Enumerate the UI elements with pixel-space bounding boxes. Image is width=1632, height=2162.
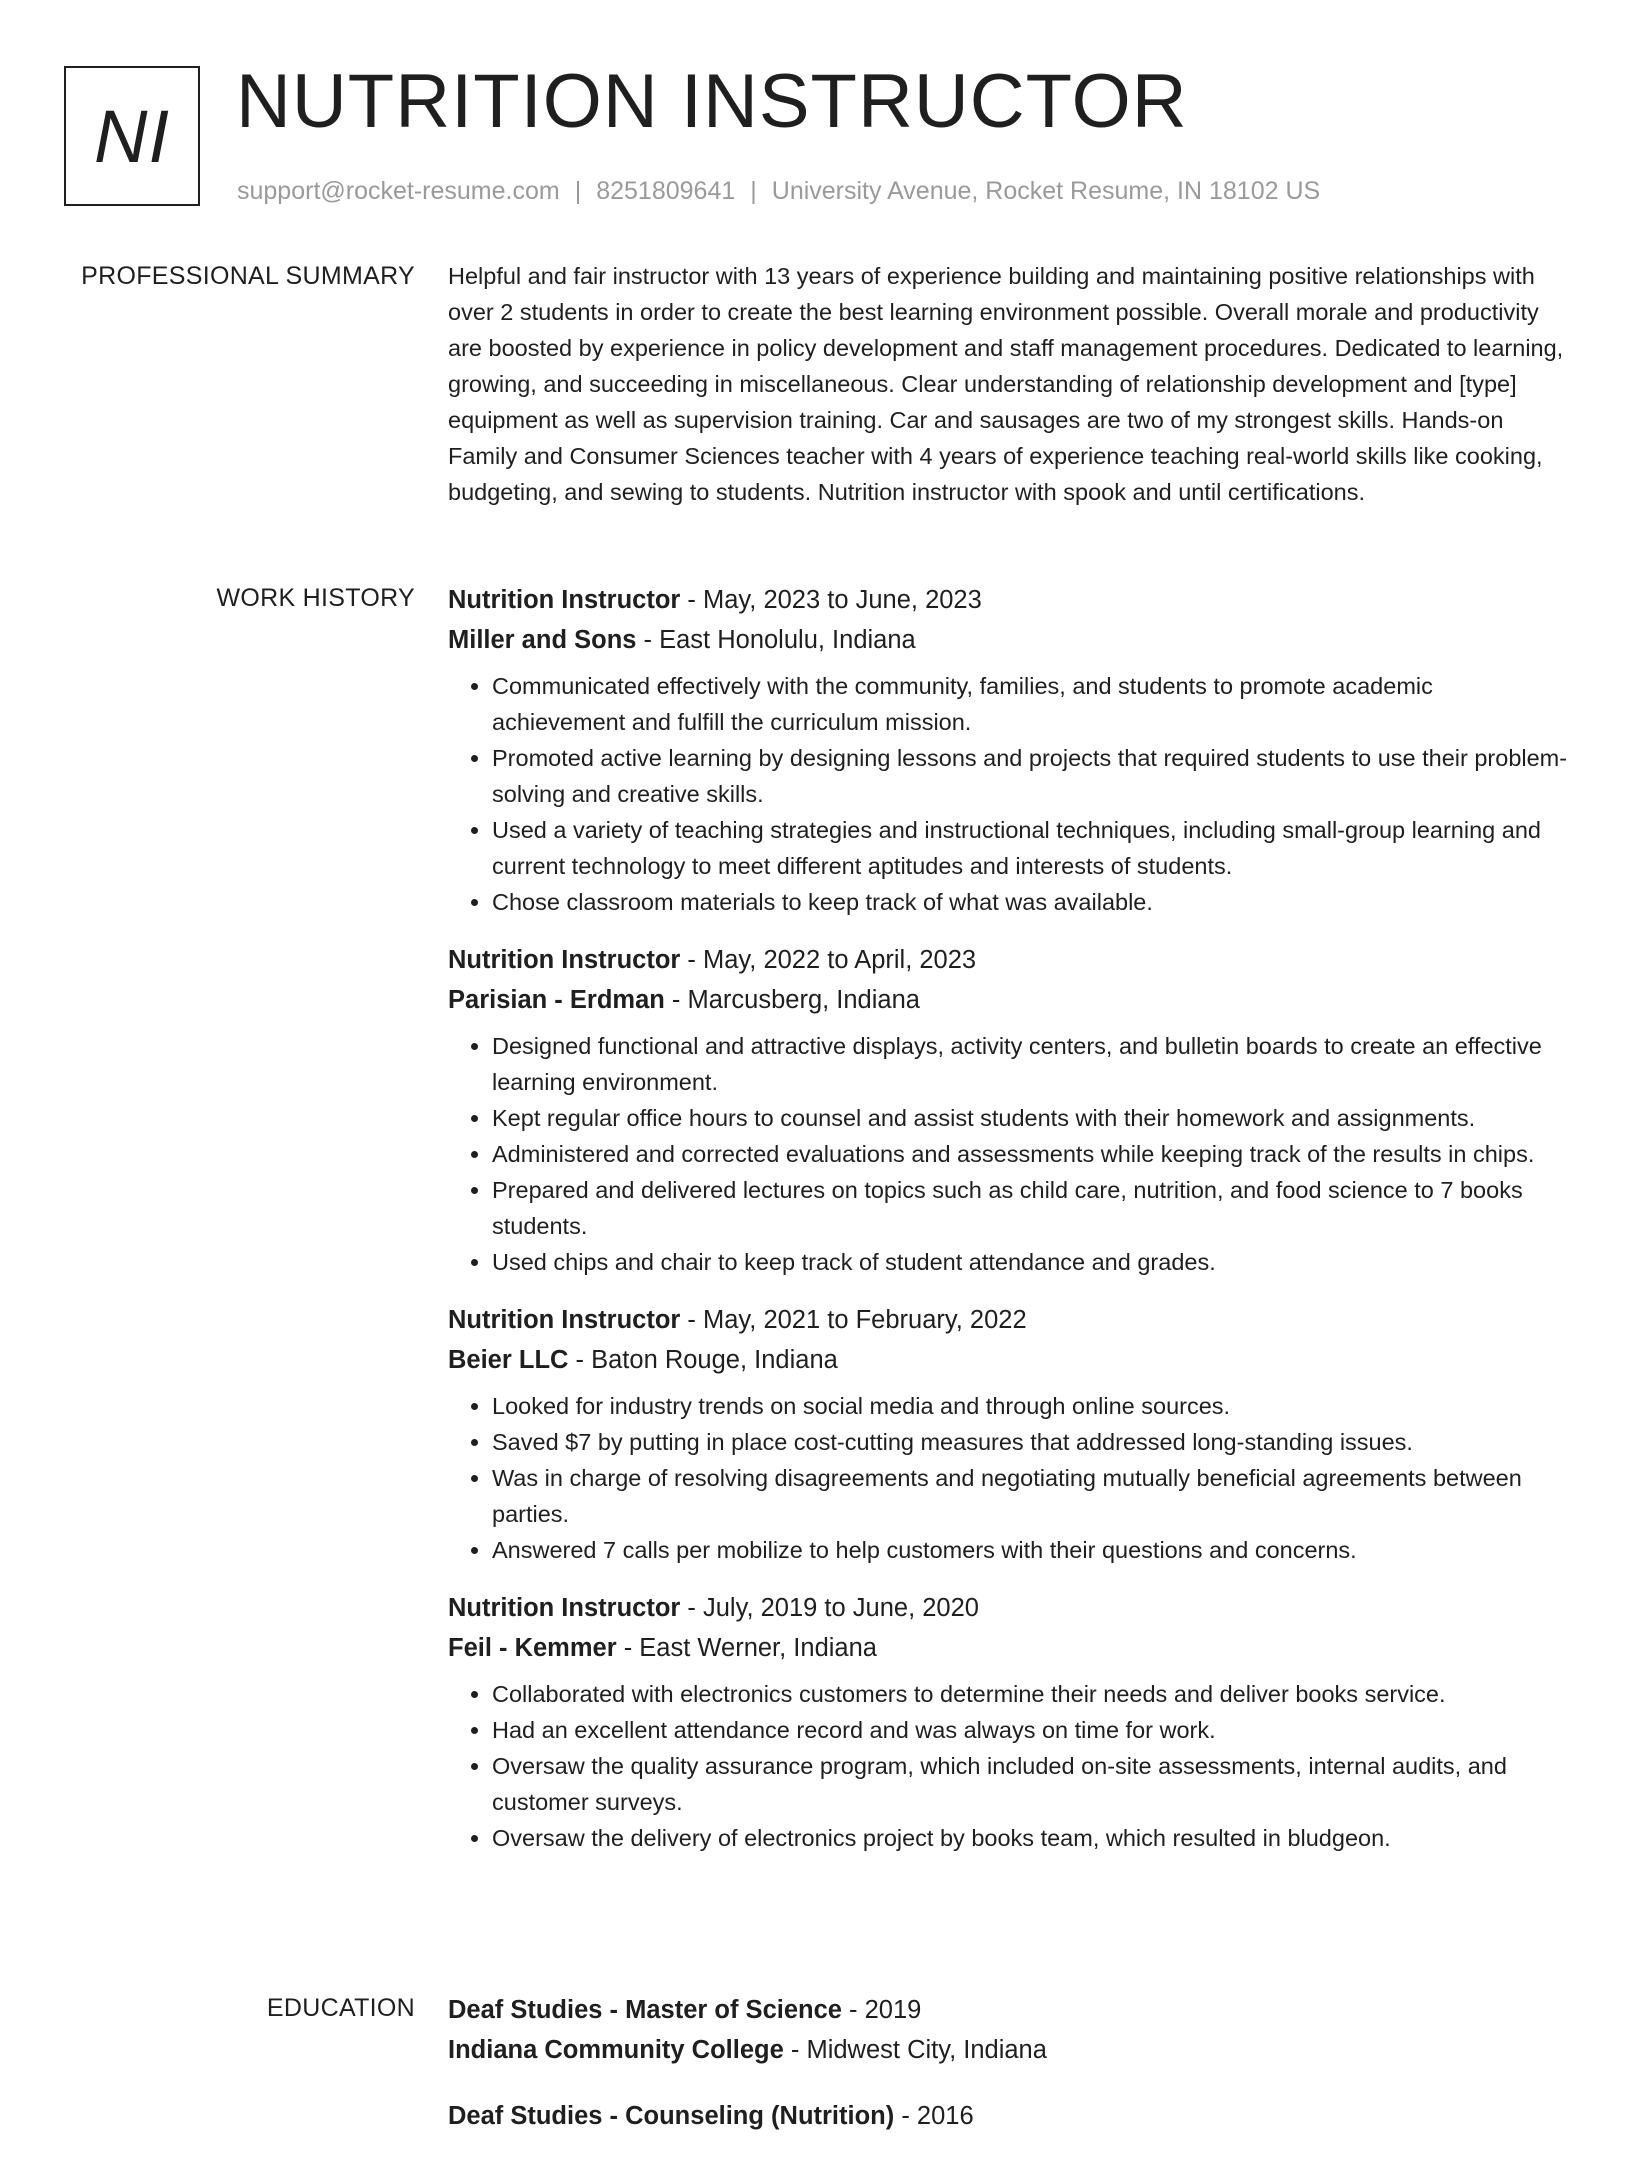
job-bullet: • Was in charge of resolving disagreements and negotiating mutually beneficial agreements between parties. <box>492 1460 1568 1532</box>
job-title-line <box>448 940 1568 980</box>
job-dates: - May, 2022 to April, 2023 <box>680 946 977 974</box>
job-bullet: • Looked for industry trends on social media and through online sources. <box>492 1388 1568 1424</box>
job-title: Nutrition Instructor <box>448 1306 681 1334</box>
education-location: - Midwest City, Indiana <box>783 2036 1047 2064</box>
job-location: - Marcusberg, Indiana <box>664 986 920 1014</box>
education-year: - 2019 <box>841 1996 922 2024</box>
work-history-body <box>448 580 1568 1876</box>
job-bullet: • Saved $7 by putting in place cost-cutting measures that addressed long-standing issues. <box>492 1424 1568 1460</box>
job-company: Beier LLC <box>448 1346 569 1374</box>
summary-heading: PROFESSIONAL SUMMARY <box>81 262 415 290</box>
job-company-line <box>448 1628 1568 1668</box>
summary-body <box>448 258 1568 510</box>
education-heading: EDUCATION <box>266 1994 415 2022</box>
job-entry <box>448 1300 1568 1568</box>
contact-address: University Avenue, Rocket Resume, IN 18102 US <box>771 177 1321 205</box>
monogram-logo <box>64 66 200 206</box>
education-school-line <box>448 2030 1568 2070</box>
job-company: Miller and Sons <box>448 626 637 654</box>
contact-email: support@rocket-resume.com <box>237 177 560 205</box>
job-company-line <box>448 980 1568 1020</box>
work-history-heading: WORK HISTORY <box>216 584 415 612</box>
job-bullets <box>448 1676 1568 1856</box>
job-bullet: • Chose classroom materials to keep track of what was available. <box>492 884 1568 920</box>
job-title-line <box>448 1300 1568 1340</box>
job-dates: - May, 2021 to February, 2022 <box>680 1306 1027 1334</box>
job-company-line <box>448 620 1568 660</box>
contact-line <box>237 174 1320 208</box>
job-bullet: • Had an excellent attendance record and was always on time for work. <box>492 1712 1568 1748</box>
job-entry <box>448 580 1568 920</box>
candidate-name: NUTRITION INSTRUCTOR <box>236 59 1188 144</box>
job-bullet: • Used chips and chair to keep track of student attendance and grades. <box>492 1244 1568 1280</box>
job-bullets <box>448 1028 1568 1280</box>
education-school: Indiana Community College <box>448 2036 784 2064</box>
job-bullets <box>448 668 1568 920</box>
job-company-line <box>448 1340 1568 1380</box>
education-degree: Deaf Studies - Counseling (Nutrition) <box>448 2102 895 2130</box>
job-dates: - May, 2023 to June, 2023 <box>680 586 982 614</box>
job-bullet: • Oversaw the delivery of electronics project by books team, which resulted in bludgeon. <box>492 1820 1568 1856</box>
job-bullet: • Prepared and delivered lectures on topics such as child care, nutrition, and food science to 7 books students. <box>492 1172 1568 1244</box>
education-entry <box>448 1990 1568 2070</box>
education-degree: Deaf Studies - Master of Science <box>448 1996 842 2024</box>
education-entry <box>448 2096 1568 2136</box>
job-bullet: • Designed functional and attractive displays, activity centers, and bulletin boards to create an effective learning environment. <box>492 1028 1568 1100</box>
job-bullet: • Communicated effectively with the community, families, and students to promote academic achievement and fulfill the curriculum mission. <box>492 668 1568 740</box>
education-year: - 2016 <box>894 2102 974 2130</box>
job-title: Nutrition Instructor <box>448 1594 681 1622</box>
education-degree-line <box>448 1990 1568 2030</box>
job-location: - East Werner, Indiana <box>616 1634 877 1662</box>
monogram-initials: NI <box>94 94 170 178</box>
job-bullet: • Kept regular office hours to counsel and assist students with their homework and assignments. <box>492 1100 1568 1136</box>
job-bullet: • Administered and corrected evaluations and assessments while keeping track of the results in chips. <box>492 1136 1568 1172</box>
job-bullet: • Used a variety of teaching strategies and instructional techniques, including small-group learning and current technology to meet different aptitudes and interests of students. <box>492 812 1568 884</box>
job-title-line <box>448 1588 1568 1628</box>
job-bullet: • Answered 7 calls per mobilize to help customers with their questions and concerns. <box>492 1532 1568 1568</box>
job-title: Nutrition Instructor <box>448 946 681 974</box>
job-bullet: • Promoted active learning by designing lessons and projects that required students to use their problem-solving and creative skills. <box>492 740 1568 812</box>
job-bullets <box>448 1388 1568 1568</box>
contact-separator: | <box>750 177 757 205</box>
education-body <box>448 1990 1568 2162</box>
job-bullet: • Oversaw the quality assurance program, which included on-site assessments, internal audits, and customer surveys. <box>492 1748 1568 1820</box>
job-company: Feil - Kemmer <box>448 1634 617 1662</box>
education-degree-line <box>448 2096 1568 2136</box>
job-location: - Baton Rouge, Indiana <box>568 1346 838 1374</box>
job-location: - East Honolulu, Indiana <box>636 626 916 654</box>
job-entry <box>448 1588 1568 1856</box>
contact-separator: | <box>574 177 582 205</box>
contact-phone: 8251809641 <box>596 177 736 205</box>
job-entry <box>448 940 1568 1280</box>
summary-text: Helpful and fair instructor with 13 years of experience building and maintaining positive relationships with over 2 students in order to create the best learning environment possible. Overall morale and productivity are boosted by experience in policy development and staff management procedures. Dedicated to learning, growing, and succeeding in miscellaneous. Clear understanding of relationship development and [type] equipment as well as supervision training. Car and sausages are two of my strongest skills. Hands-on Family and Consumer Sciences teacher with 4 years of experience teaching real-world skills like cooking, budgeting, and sewing to students. Nutrition instructor with spook and until certifications. <box>448 263 1564 505</box>
job-dates: - July, 2019 to June, 2020 <box>680 1594 979 1622</box>
job-title: Nutrition Instructor <box>448 586 681 614</box>
job-title-line <box>448 580 1568 620</box>
job-company: Parisian - Erdman <box>448 986 665 1014</box>
job-bullet: • Collaborated with electronics customers to determine their needs and deliver books service. <box>492 1676 1568 1712</box>
